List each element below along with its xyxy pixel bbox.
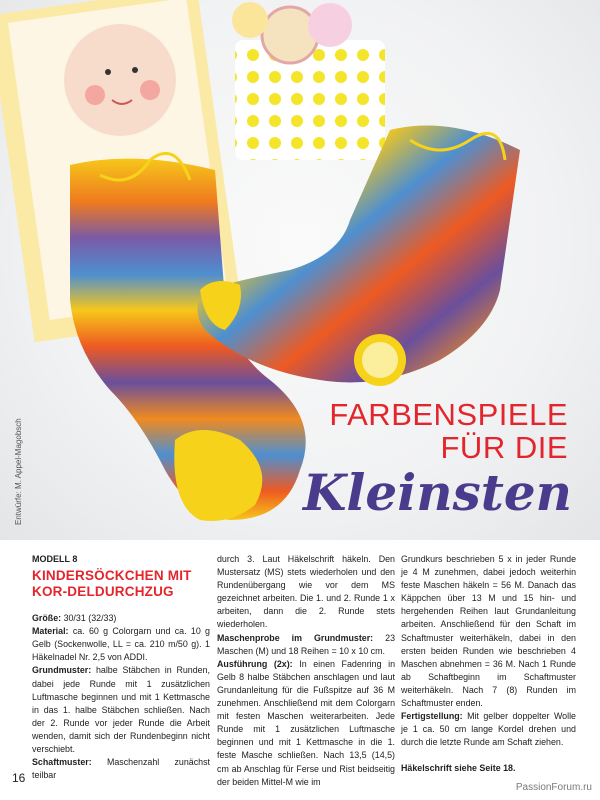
instructions-continued: Grundkurs beschrieben 5 x in jeder Runde je 4 M zunehmen, dabei jedoch weiterhin feste Maschen häkeln = 56 M. Danach das Käppchen über 13 M und 15 hin- und hergehenden Reihen laut Grundanleitung arbeiten. Anschließend für den Schaft im Schaftmuster weiterhäkeln, dabei in den ersten beiden Runden wie beschrieben 4 Maschen abnehmen = 36 M. Nach 1 Runde ab Schaftbeginn im Schaftmuster weiterhäkeln. Nach 7 (8) Runden im Schaftmuster enden. [401,554,576,709]
grundmuster-label: Grundmuster: [32,665,92,676]
photo-credit: Entwürfe: M. Appel-Magobsch [14,418,23,525]
maschenprobe-label: Maschenprobe im Grundmuster: [217,632,374,643]
material-paragraph [32,625,210,664]
ausfuehrung-paragraph [217,658,395,789]
grundmuster-paragraph [32,664,210,756]
material-value: ca. 60 g Colorgarn und ca. 10 g Gelb (Sockenwolle, LL = ca. 210 m/50 g). 1 Häkelnadel Nr. 2,5 von ADDI. [32,626,210,663]
maschenprobe-paragraph [217,632,395,658]
headline-line-3: Kleinsten [302,463,572,522]
headline-line-1: FARBENSPIELE [329,397,568,432]
size-label: Größe: [32,613,62,624]
schaftmuster-value: Maschenzahl zunächst teilbar [32,757,210,781]
grundmuster-value: halbe Stäbchen in Runden, dabei jede Runde mit 1 zusätzlichen Luftmasche beginnen und mit 1 Kettmasche in das 1. halbe Stäbchen schließen. Nach der 2. Runde vor jeder Runde die Arbeit wenden, damit sich der Rundenbeginn nicht verschiebt. [32,665,211,755]
page-number: 16 [12,771,26,785]
headline-line-2: FÜR DIE [440,430,568,465]
schaftmuster-paragraph [32,756,210,782]
ausfuehrung-label: Ausführung (2x): [217,658,293,669]
pattern-title: KINDERSÖCKCHEN MIT KOR-DELDURCHZUG [32,568,192,600]
maschenprobe-value: 23 Maschen (M) und 18 Reihen = 10 x 10 cm. [217,632,396,656]
chart-reference: Häkelschrift siehe Seite 18. [401,763,516,774]
text-column-3 [401,553,576,776]
ausfuehrung-value: In einen Fadenring in Gelb 8 halbe Stäbchen anschlagen und laut Grundanleitung für die Fußspitze auf 36 M zunehmen. Anschließend mit dem Colorgarn mit festen Maschen weiterarbeiten. Jede Runde mit 1 zusätzlichen Luftmasche beginnen und mit 1 Kettmasche in die 1. feste Masche schließen. Nach 13,5 (14,5) cm ab Anschlag für Ferse und Rist beidseitig der beiden Mittel-M wie im [217,658,396,787]
fertigstellung-label: Fertigstellung: [401,711,463,722]
schaftmuster-label: Schaftmuster: [32,757,92,768]
text-column-2 [217,553,395,789]
model-label: MODELL 8 [32,554,78,564]
schaftmuster-continued: durch 3. Laut Häkelschrift häkeln. Den Mustersatz (MS) stets wiederholen und den Rundenübergang wie vor dem MS gezeichnet arbeiten. Die 1. und 2. Runde 1 x arbeiten, dann die 2. Runde stets wiederholen. [217,554,395,630]
headline [302,397,572,522]
material-label: Material: [32,626,69,637]
watermark: PassionForum.ru [515,782,592,793]
size-value: 30/31 (32/33) [63,613,117,624]
text-column-1 [32,553,210,782]
fertigstellung-paragraph [401,710,576,749]
fertigstellung-value: Mit gelber doppelter Wolle je 1 ca. 50 cm lange Kordel drehen und durch die letzte Runde am Schaft ziehen. [401,711,576,748]
size-paragraph [32,612,210,625]
